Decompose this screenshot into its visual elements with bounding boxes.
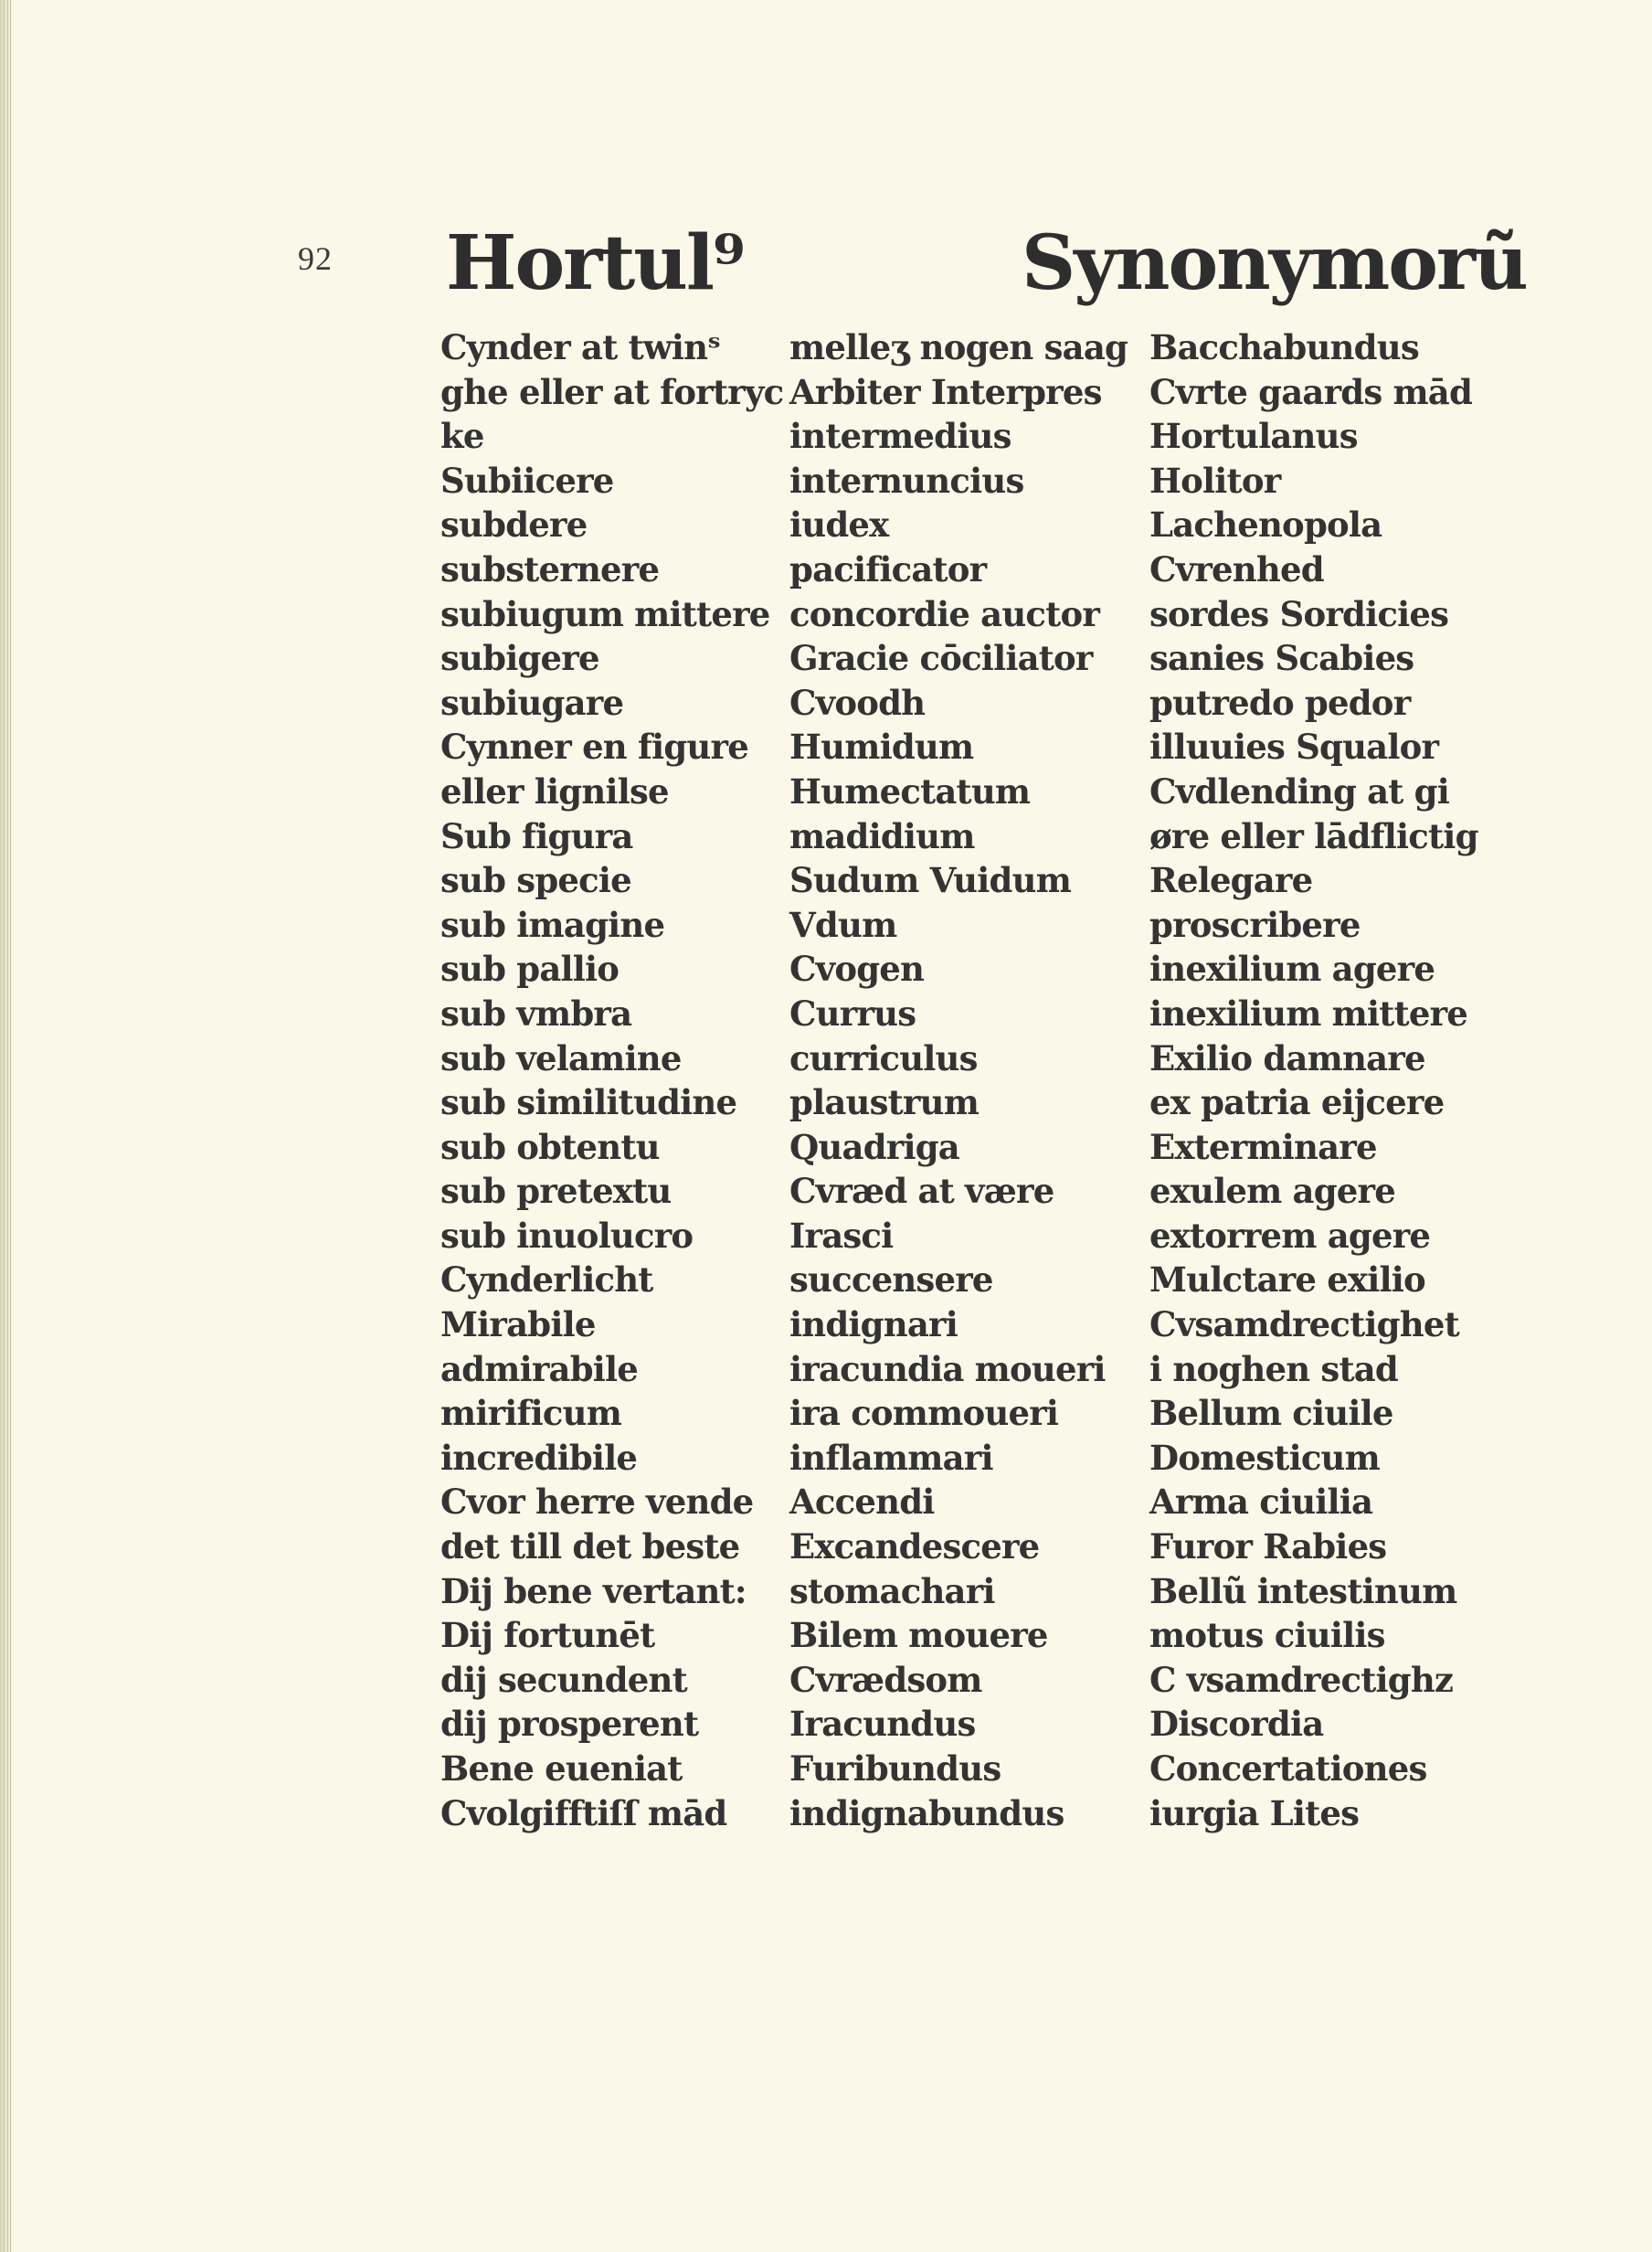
text-line: madidium: [789, 815, 975, 856]
text-line: Excandescere: [789, 1526, 1040, 1567]
text-line: Arbiter Interpres: [789, 371, 1102, 412]
text-line: Mulctare exilio: [1149, 1259, 1425, 1301]
text-line: indignari: [789, 1304, 958, 1345]
text-line: sub specie: [440, 860, 631, 901]
text-line: motus ciuilis: [1149, 1615, 1385, 1656]
text-line: subiugare: [440, 682, 624, 723]
text-line: sub inuolucro: [440, 1215, 694, 1256]
text-line: Dij bene vertant:: [440, 1570, 747, 1611]
text-line: Cvsamdrectighet: [1149, 1304, 1459, 1345]
text-line: plaustrum: [789, 1082, 980, 1123]
text-line: iudex: [789, 505, 889, 546]
text-line: Concertationes: [1149, 1748, 1427, 1789]
text-line: sub imagine: [440, 904, 665, 945]
text-line: Cynderlicht: [440, 1259, 653, 1301]
page-number: 92: [298, 240, 333, 277]
text-line: incredibile: [440, 1437, 638, 1478]
text-line: iracundia moueri: [789, 1348, 1106, 1389]
text-line: Iracundus: [789, 1704, 976, 1745]
text-line: Humectatum: [789, 770, 1031, 812]
text-line: curriculus: [789, 1037, 978, 1078]
running-title-left: Hortul⁹: [446, 219, 744, 307]
text-line: Mirabile: [440, 1304, 596, 1345]
page-edge-line: [4, 0, 5, 2252]
text-line: Cvolgifftiſſ mād: [440, 1792, 727, 1833]
text-line: Cvrenhed: [1149, 548, 1324, 590]
text-line: Exilio damnare: [1149, 1037, 1425, 1078]
text-line: exulem agere: [1149, 1171, 1395, 1212]
page-edge-line: [10, 0, 11, 2252]
text-line: dij prosperent: [440, 1704, 699, 1745]
text-line: subdere: [440, 505, 588, 546]
text-line: Cvræd at være: [789, 1171, 1054, 1212]
text-line: intermedius: [789, 416, 1011, 457]
text-line: illuuies Squalor: [1149, 727, 1439, 768]
text-line: Sudum Vuidum: [789, 860, 1072, 901]
text-line: eller lignilse: [440, 770, 669, 812]
running-title-right: Synonymorũ: [1022, 219, 1527, 307]
text-line: Discordia: [1149, 1704, 1324, 1745]
text-line: øre eller lādflictig: [1149, 815, 1478, 856]
text-line: pacificator: [789, 548, 987, 590]
text-line: ghe eller at fortryc: [440, 371, 784, 412]
text-line: Bellum ciuile: [1149, 1393, 1393, 1434]
text-line: dij secundent: [440, 1659, 687, 1700]
text-line: Cvogen: [789, 949, 925, 990]
text-line: Cynner en figure: [440, 727, 748, 768]
text-line: Exterminare: [1149, 1126, 1377, 1167]
text-line: stomachari: [789, 1570, 995, 1611]
text-line: Lachenopola: [1149, 505, 1382, 546]
text-line: mirificum: [440, 1393, 622, 1434]
page-edge-line: [7, 0, 8, 2252]
text-line: Holitor: [1149, 460, 1281, 501]
text-line: Arma ciuilia: [1149, 1482, 1373, 1523]
text-line: extorrem agere: [1149, 1215, 1431, 1256]
text-line: proscribere: [1149, 904, 1361, 945]
text-line: ira commoueri: [789, 1393, 1059, 1434]
text-line: Bacchabundus: [1149, 327, 1419, 367]
text-line: subiugum mittere: [440, 593, 770, 634]
text-line: inflammari: [789, 1437, 993, 1478]
text-line: internuncius: [789, 460, 1024, 501]
text-line: Cvdlending at gi: [1149, 770, 1449, 812]
text-column-2: [789, 325, 1146, 1835]
text-line: Subiicere: [440, 460, 614, 501]
text-line: Cvoodh: [789, 682, 926, 723]
text-column-3: [1149, 325, 1515, 1835]
text-line: sordes Sordicies: [1149, 593, 1449, 634]
text-line: putredo pedor: [1149, 682, 1411, 723]
text-line: Bene eueniat: [440, 1748, 683, 1789]
text-line: Furibundus: [789, 1748, 1001, 1789]
text-line: Dij fortunēt: [440, 1615, 655, 1656]
text-column-1: [440, 325, 788, 1835]
text-line: concordie auctor: [789, 593, 1100, 634]
text-line: melleʒ nogen saag: [789, 327, 1128, 367]
text-line: Sub figura: [440, 815, 633, 856]
text-line: sub obtentu: [440, 1126, 660, 1167]
text-line: succensere: [789, 1259, 993, 1301]
text-line: det till det beste: [440, 1526, 740, 1567]
text-line: iurgia Lites: [1149, 1792, 1360, 1833]
text-line: Bellũ intestinum: [1149, 1570, 1457, 1611]
text-line: Cvrædsom: [789, 1659, 982, 1700]
text-line: ke: [440, 416, 484, 457]
text-line: Relegare: [1149, 860, 1313, 901]
text-line: Currus: [789, 993, 916, 1034]
text-line: Humidum: [789, 727, 974, 768]
text-line: Bilem mouere: [789, 1615, 1048, 1656]
text-line: sub velamine: [440, 1037, 682, 1078]
text-line: Domesticum: [1149, 1437, 1381, 1478]
text-line: substernere: [440, 548, 660, 590]
text-line: ex patria eijcere: [1149, 1082, 1445, 1123]
text-line: sub pallio: [440, 949, 620, 990]
text-line: Quadriga: [789, 1126, 959, 1167]
text-line: i noghen stad: [1149, 1348, 1398, 1389]
text-line: sanies Scabies: [1149, 638, 1414, 679]
text-line: Gracie cōciliator: [789, 638, 1093, 679]
text-line: inexilium mittere: [1149, 993, 1468, 1034]
text-line: Cvrte gaards mād: [1149, 371, 1473, 412]
text-line: admirabile: [440, 1348, 639, 1389]
text-line: Cynder at twinˢ: [440, 327, 721, 367]
text-line: sub vmbra: [440, 993, 632, 1034]
text-line: sub pretextu: [440, 1171, 672, 1212]
text-line: subigere: [440, 638, 599, 679]
text-line: inexilium agere: [1149, 949, 1435, 990]
text-line: indignabundus: [789, 1792, 1064, 1833]
text-line: Vdum: [789, 904, 897, 945]
text-line: Furor Rabies: [1149, 1526, 1387, 1567]
text-line: Cvor herre vende: [440, 1482, 754, 1523]
text-line: sub similitudine: [440, 1082, 737, 1123]
text-line: Hortulanus: [1149, 416, 1358, 457]
text-line: Accendi: [789, 1482, 935, 1523]
text-line: C vsamdrectighz: [1149, 1659, 1454, 1700]
text-line: Irasci: [789, 1215, 894, 1256]
